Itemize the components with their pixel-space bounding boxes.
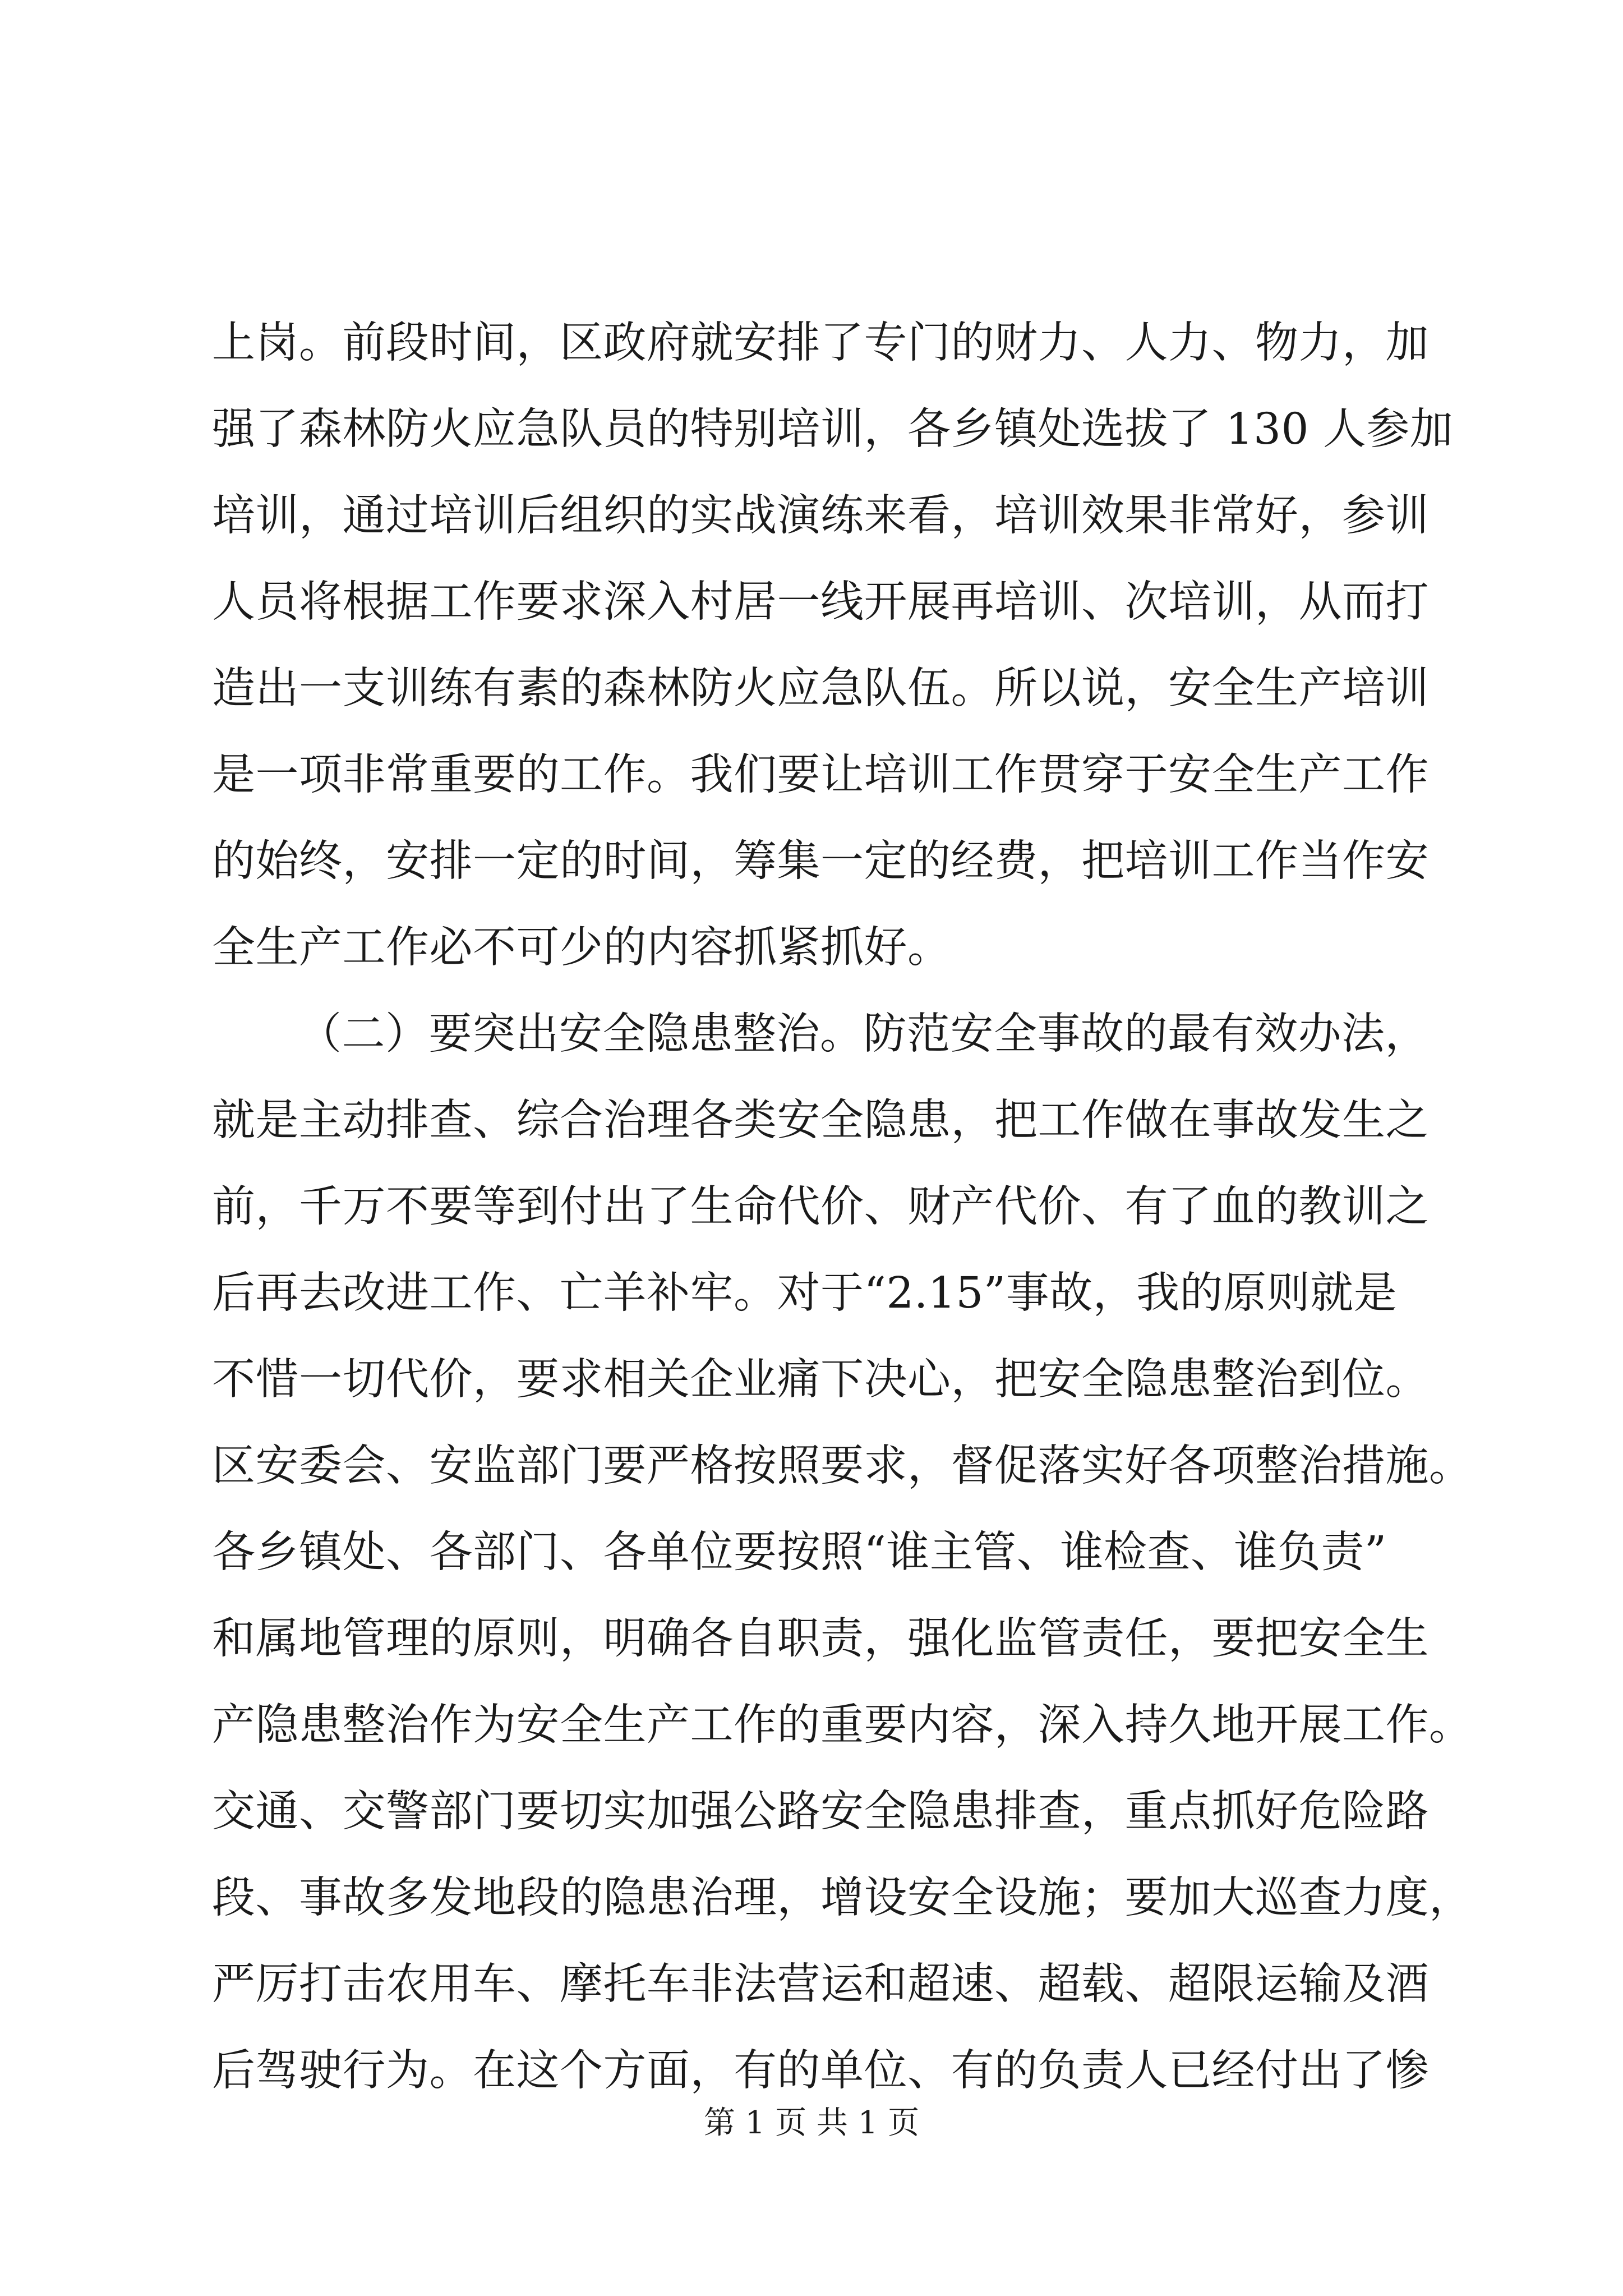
text-line: 全生产工作必不可少的内容抓紧抓好。	[212, 923, 951, 973]
text-line: 各乡镇处、各部门、各单位要按照“谁主管、谁检查、谁负责”	[212, 1527, 1387, 1577]
text-line: 就是主动排查、综合治理各类安全隐患，把工作做在事故发生之	[212, 1096, 1429, 1145]
text-line: 段、事故多发地段的隐患治理，增设安全设施；要加大巡查力度，	[212, 1873, 1473, 1923]
text-line: 人员将根据工作要求深入村居一线开展再培训、次培训，从而打	[212, 577, 1429, 627]
text-line: 的始终，安排一定的时间，筹集一定的经费，把培训工作当作安	[212, 836, 1429, 886]
text-line: 不惜一切代价，要求相关企业痛下决心，把安全隐患整治到位。	[212, 1355, 1429, 1405]
text-line: 后驾驶行为。在这个方面，有的单位、有的负责人已经付出了惨	[212, 2046, 1429, 2096]
page-footer: 第 1 页 共 1 页	[703, 2105, 920, 2141]
text-line: 后再去改进工作、亡羊补牢。对于“2.15”事故，我的原则就是	[212, 1268, 1398, 1318]
text-line: 和属地管理的原则，明确各自职责，强化监管责任，要把安全生	[212, 1614, 1429, 1664]
text-line: 上岗。前段时间，区政府就安排了专门的财力、人力、物力，加	[212, 318, 1429, 368]
text-line: 前，千万不要等到付出了生命代价、财产代价、有了血的教训之	[212, 1182, 1429, 1232]
text-line: 是一项非常重要的工作。我们要让培训工作贯穿于安全生产工作	[212, 750, 1429, 800]
document-body	[212, 300, 1473, 2114]
text-line: 强了森林防火应急队员的特别培训，各乡镇处选拔了 130 人参加	[212, 404, 1454, 454]
text-line: 区安委会、安监部门要严格按照要求，督促落实好各项整治措施。	[212, 1441, 1473, 1491]
text-line: 产隐患整治作为安全生产工作的重要内容，深入持久地开展工作。	[212, 1700, 1473, 1750]
section-heading-line: （二）要突出安全隐患整治。防范安全事故的最有效办法，	[298, 1009, 1428, 1059]
text-line: 交通、交警部门要切实加强公路安全隐患排查，重点抓好危险路	[212, 1787, 1429, 1837]
text-line: 严厉打击农用车、摩托车非法营运和超速、超载、超限运输及酒	[212, 1959, 1429, 2009]
text-line: 培训，通过培训后组织的实战演练来看，培训效果非常好，参训	[212, 491, 1429, 541]
text-line: 造出一支训练有素的森林防火应急队伍。所以说，安全生产培训	[212, 664, 1429, 714]
